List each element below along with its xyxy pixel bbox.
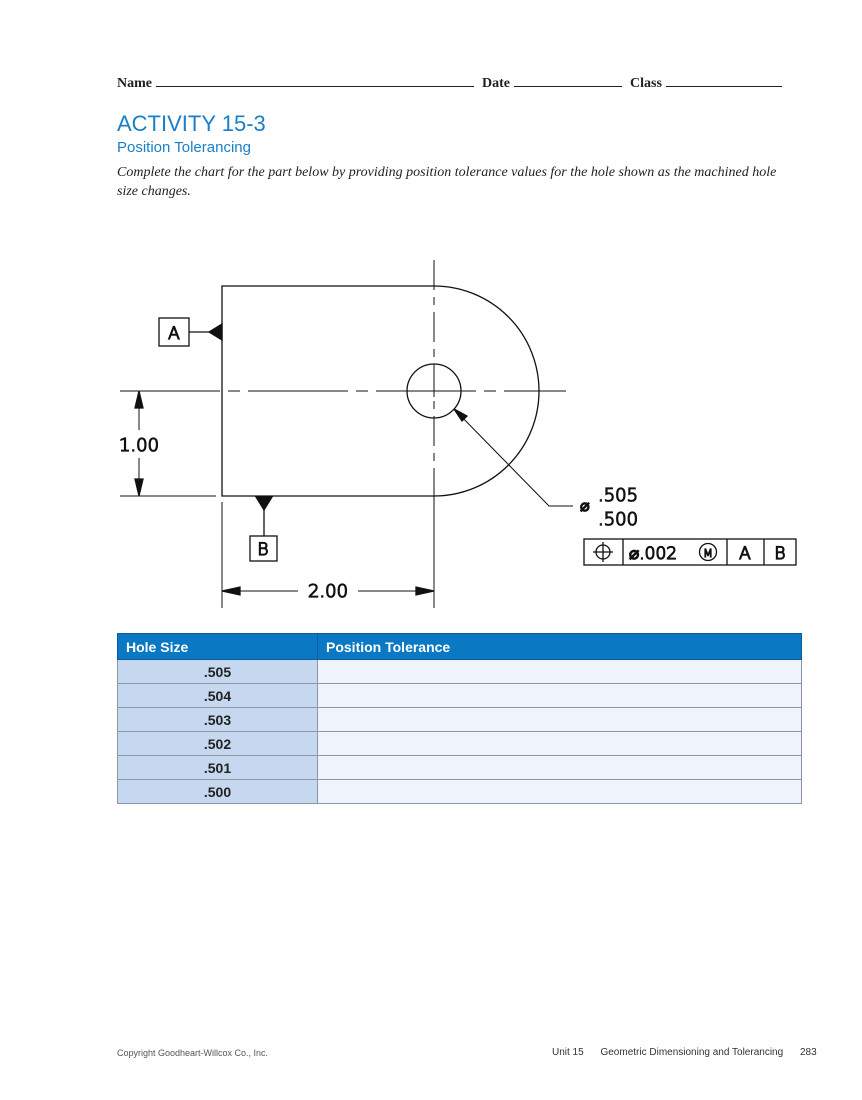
table-row bbox=[118, 732, 802, 756]
activity-subtitle: Position Tolerancing bbox=[117, 139, 251, 156]
page-number: 283 bbox=[799, 1047, 817, 1058]
tolerance-table bbox=[117, 633, 802, 804]
copyright: Copyright Goodheart-Willcox Co., Inc. bbox=[117, 1048, 269, 1058]
header-position-tolerance: Position Tolerance bbox=[318, 634, 802, 660]
name-label: Name bbox=[117, 76, 152, 91]
hole-size-cell: .500 bbox=[118, 780, 318, 804]
class-label: Class bbox=[630, 76, 662, 91]
tolerance-input-cell[interactable] bbox=[318, 708, 802, 732]
feature-control-frame bbox=[584, 539, 796, 565]
hole-size-cell: .503 bbox=[118, 708, 318, 732]
fcf-datum-1: A bbox=[739, 544, 751, 564]
tolerance-input-cell[interactable] bbox=[318, 732, 802, 756]
fcf-modifier: M bbox=[703, 547, 713, 560]
hole-upper-limit: .505 bbox=[598, 485, 639, 506]
activity-title: ACTIVITY 15-3 bbox=[117, 111, 266, 136]
hole-size-cell: .501 bbox=[118, 756, 318, 780]
datum-a-label: A bbox=[168, 324, 180, 344]
instructions: Complete the chart for the part below by providing position tolerance values for the hole shown as the machined hole size changes. bbox=[117, 165, 777, 199]
datum-b-triangle bbox=[256, 497, 272, 510]
dim-vertical-label: 1.00 bbox=[118, 435, 160, 456]
unit-label: Unit 15 bbox=[552, 1047, 584, 1058]
table-row bbox=[118, 708, 802, 732]
table-row bbox=[118, 660, 802, 684]
table-row bbox=[118, 684, 802, 708]
table-row bbox=[118, 780, 802, 804]
hole-size-cell: .504 bbox=[118, 684, 318, 708]
tolerance-input-cell[interactable] bbox=[318, 684, 802, 708]
date-label: Date bbox=[482, 76, 510, 91]
unit-title: Geometric Dimensioning and Tolerancing bbox=[600, 1047, 784, 1058]
diameter-symbol: ⌀ bbox=[580, 496, 590, 515]
datum-a-triangle bbox=[209, 324, 222, 340]
fcf-tolerance: ⌀.002 bbox=[629, 544, 678, 564]
table-row bbox=[118, 756, 802, 780]
header-hole-size: Hole Size bbox=[118, 634, 318, 660]
position-icon bbox=[593, 542, 613, 562]
tolerance-input-cell[interactable] bbox=[318, 756, 802, 780]
hole-leader bbox=[455, 410, 573, 506]
hole-size-cell: .502 bbox=[118, 732, 318, 756]
tolerance-input-cell[interactable] bbox=[318, 660, 802, 684]
hole-lower-limit: .500 bbox=[598, 509, 639, 530]
hole-size-cell: .505 bbox=[118, 660, 318, 684]
dim-horizontal-label: 2.00 bbox=[307, 581, 349, 602]
page-footer bbox=[552, 1047, 831, 1058]
fcf-datum-2: B bbox=[774, 544, 786, 564]
tolerance-input-cell[interactable] bbox=[318, 780, 802, 804]
datum-b-label: B bbox=[257, 540, 269, 560]
